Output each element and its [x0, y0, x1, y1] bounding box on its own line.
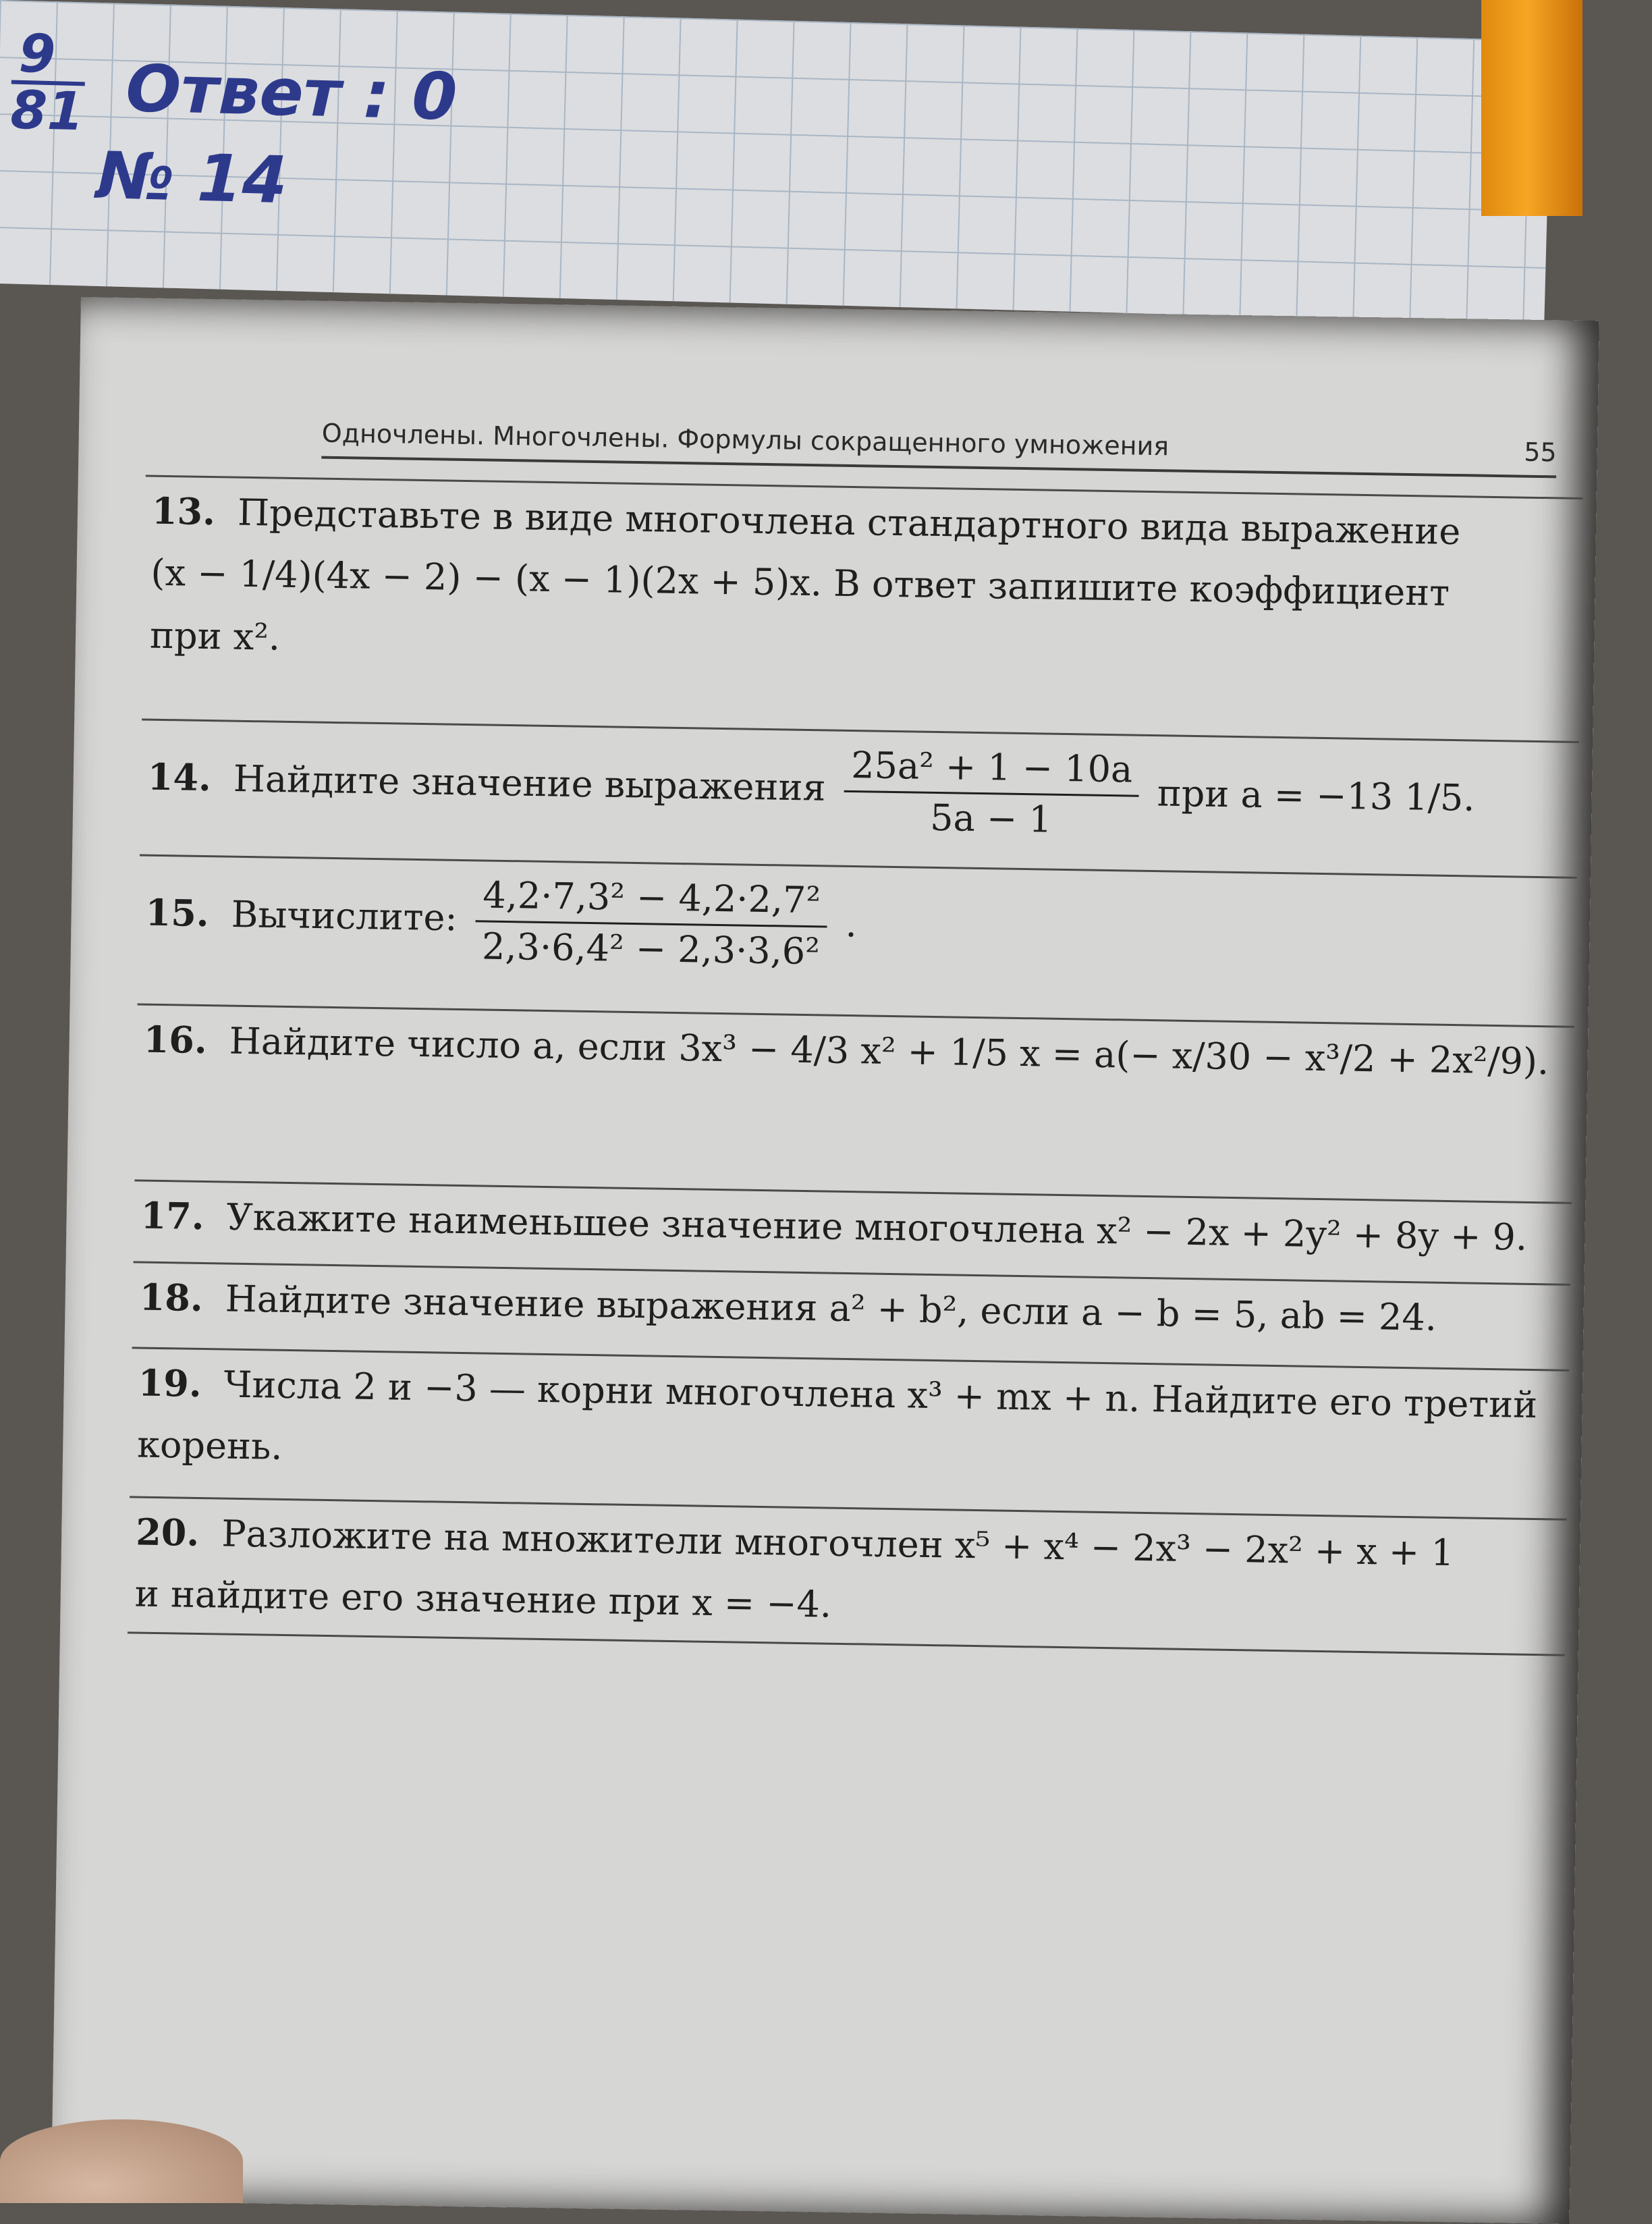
- task-text: Укажите наименьшее значение многочлена x² − 2x + 2y² + 8y + 9.: [226, 1195, 1528, 1259]
- task-20: [128, 1496, 1567, 1656]
- page-title: Одночлены. Многочлены. Формулы сокращенного умножения: [321, 418, 1169, 462]
- task-list: [128, 475, 1583, 1656]
- task-line-2: корень.: [136, 1423, 283, 1468]
- fraction-numerator: 25a² + 1 − 10a: [844, 741, 1140, 797]
- task-19: [130, 1347, 1569, 1518]
- textbook-page: [51, 297, 1599, 2224]
- fraction-denominator: 81: [9, 80, 85, 143]
- task-number: 15.: [145, 891, 210, 935]
- task-number: 17.: [140, 1193, 205, 1239]
- handwritten-answer: Ответ : 0: [125, 50, 458, 135]
- fraction-denominator: 2,3·6,4² − 2,3·3,6²: [481, 925, 821, 973]
- task-tail: .: [845, 902, 858, 946]
- task-16: [134, 1003, 1574, 1201]
- task-13: [142, 475, 1582, 741]
- handwritten-problem-number: № 14: [95, 137, 289, 219]
- task-text: Найдите значение выражения: [233, 757, 827, 809]
- task-tail: при a = −13 1/5.: [1157, 771, 1475, 819]
- expression-fraction: [475, 871, 828, 977]
- notebook-sheet: [0, 0, 1551, 324]
- thumb: [0, 2119, 243, 2203]
- task-text: Представьте в виде многочлена стандартного вида выражение: [237, 491, 1461, 553]
- task-text: Вычислите:: [231, 893, 458, 940]
- fraction-numerator: 4,2·7,3² − 4,2·2,7²: [476, 871, 828, 927]
- expression-fraction: [844, 741, 1140, 846]
- task-number: 14.: [147, 755, 212, 800]
- page-header: [321, 402, 1557, 479]
- fraction-numerator: 9: [11, 28, 86, 86]
- task-number: 18.: [139, 1275, 204, 1320]
- task-text: Найдите число a, если 3x³ − 4/3 x² + 1/5 x = a(− x/30 − x³/2 + 2x²/9).: [229, 1019, 1549, 1083]
- page-number: 55: [1523, 437, 1557, 468]
- task-15: [138, 854, 1577, 1025]
- task-line-3: при x².: [149, 614, 281, 659]
- task-line-2: (x − 1/4)(4x − 2) − (x − 1)(2x + 5)x. В ответ запишите коэффициент: [150, 551, 1450, 614]
- task-number: 19.: [138, 1361, 202, 1406]
- task-14: [140, 718, 1579, 876]
- task-text: Числа 2 и −3 — корни многочлена x³ + mx + n. Найдите его третий: [223, 1363, 1538, 1427]
- task-line-2: и найдите его значение при x = −4.: [134, 1572, 832, 1626]
- task-text: Разложите на множители многочлен x⁵ + x⁴ − 2x³ − 2x² + x + 1: [221, 1512, 1455, 1575]
- task-number: 13.: [151, 489, 216, 534]
- handwritten-fraction: [9, 23, 86, 143]
- task-number: 16.: [143, 1017, 208, 1062]
- fraction-denominator: 5a − 1: [929, 796, 1053, 841]
- task-text: Найдите значение выражения a² + b², если a − b = 5, ab = 24.: [225, 1277, 1437, 1339]
- pencil: [1481, 0, 1582, 216]
- task-number: 20.: [135, 1510, 200, 1554]
